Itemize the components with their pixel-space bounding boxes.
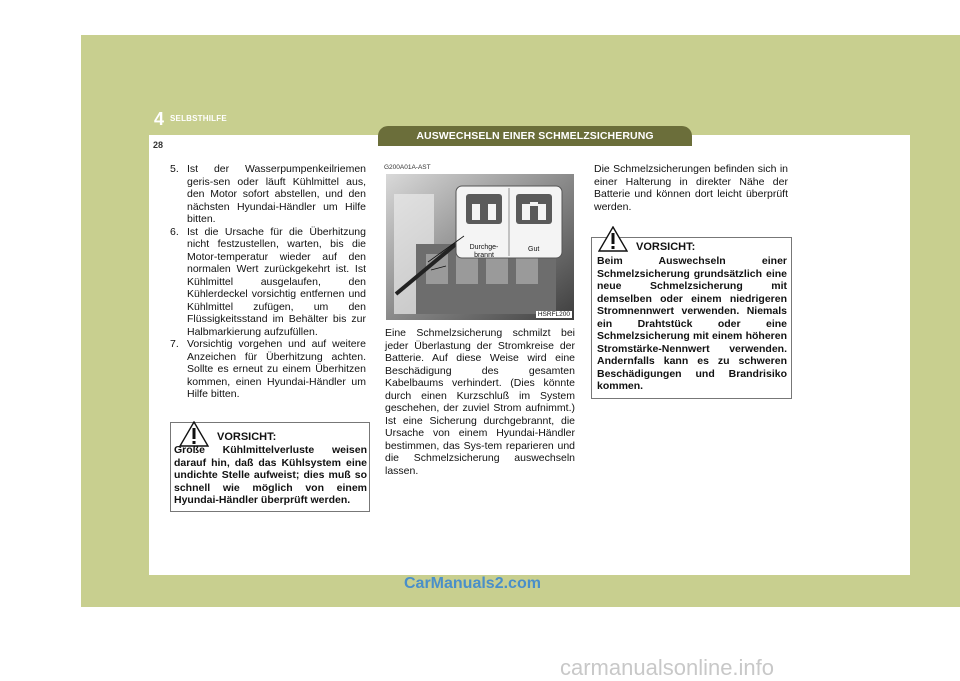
fuse-label-good: Gut	[528, 246, 540, 253]
fuse-label-blown: Durchge- brannt	[469, 244, 499, 259]
left-column	[170, 163, 366, 401]
list-number: 5.	[170, 163, 179, 175]
chapter-title: SELBSTHILFE	[170, 114, 227, 123]
warning-text: Beim Auswechseln einer Schmelzsicherung grundsätzlich eine neue Schmelzsicherung mit demselben oder einem niedrigeren Stromnennwert verwenden. Niemals ein Drahtstück oder eine Schmelzsicherung mit einem höheren Stromstärke-Nennwert verwenden. Andernfalls kann es zu schweren Beschädigungen und Brandrisiko kommen.	[597, 255, 787, 392]
watermark-carmanuals2[interactable]: CarManuals2.com	[404, 575, 541, 592]
list-item	[170, 163, 366, 226]
photo-code: HSRFL200	[537, 311, 570, 318]
warning-triangle-icon	[598, 226, 628, 252]
list-number: 7.	[170, 338, 179, 350]
fuse-paragraph: Eine Schmelzsicherung schmilzt bei jeder Überlastung der Stromkreise der Batterie. Auf diese Weise wird eine Beschädigung des gesamten Kabelbaums verhindert. (Dies könnte durch einen Kurzschluß im System geschehen, der zuviel Strom aufnimmt.) Ist eine Sicherung durchgebrannt, die Ursache von einem Hyundai-Händler bestimmen, das Sys-tem reparieren und die Schmelzsicherung auswechseln lassen.	[385, 327, 575, 477]
right-margin-band	[910, 35, 960, 607]
chapter-number: 4	[154, 109, 165, 129]
section-title: AUSWECHSELN EINER SCHMELZSICHERUNG	[378, 126, 692, 146]
list-item	[170, 338, 366, 401]
watermark-carmanualsonline: carmanualsonline.info	[560, 655, 775, 680]
warning-text: Große Kühlmittelverluste weisen darauf hin, daß das Kühlsystem eine undichte Stelle aufweist; dies muß so schnell wie möglich von einem Hyundai-Händler überprüft werden.	[174, 444, 367, 506]
section-code: G200A01A-AST	[384, 164, 431, 171]
fuse-photo	[386, 174, 574, 320]
warning-title: VORSICHT:	[217, 431, 277, 443]
list-text: Ist die Ursache für die Überhitzung nicht festzustellen, warten, bis die Motor-temperatur wieder auf den normalen Wert zurückgekehrt ist. Ist Kühlmittel ausgelaufen, den Kühlerdeckel vorsichtig entfernen und Kühlmittel zufügen, um den Flüssigkeitsstand im Behälter bis zur Halbmarkierung aufzufüllen.	[187, 225, 366, 338]
left-margin-band	[81, 35, 149, 607]
middle-column	[384, 162, 576, 175]
fuse-location-paragraph: Die Schmelzsicherungen befinden sich in einer Halterung in direkter Nähe der Batterie und können dort leicht überprüft werden.	[594, 163, 788, 213]
page-number: 28	[153, 140, 164, 150]
warning-title: VORSICHT:	[636, 241, 696, 253]
list-number: 6.	[170, 225, 179, 238]
list-item	[170, 226, 366, 339]
warning-box-coolant	[170, 422, 370, 512]
list-text: Vorsichtig vorgehen und auf weitere Anzeichen für Überhitzung achten. Sollte es erneut zu einem Überhitzen kommen, einen Hyundai-Händler um Hilfe bitten.	[187, 338, 366, 400]
warning-box-fuse	[591, 237, 792, 399]
list-text: Ist der Wasserpumpenkeilriemen geris-sen oder läuft Kühlmittel aus, den Motor sofort abstellen, und den nächsten Hyundai-Händler um Hilfe bitten.	[187, 163, 366, 225]
